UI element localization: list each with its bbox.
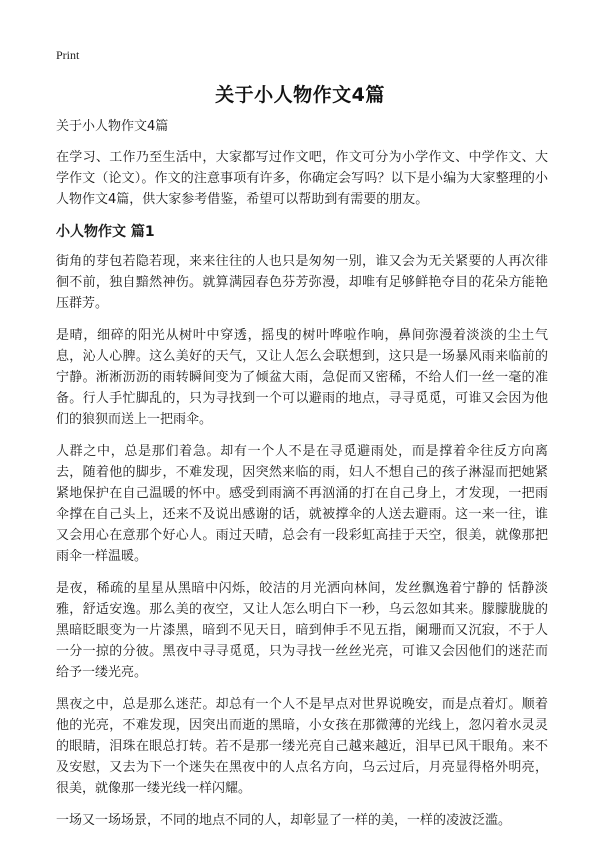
document-subtitle: 关于小人物作文4篇 [56, 119, 169, 134]
intro-paragraph: 在学习、工作乃至生活中，大家都写过作文吧，作文可分为小学作文、中学作文、大学作文（论文）。作文的注意事项有许多，你确定会写吗？以下是小编为大家整理的小人物作文4篇，供大家参考借鉴，希望可以帮助到有需要的朋友。 [56, 150, 548, 207]
section-heading: 小人物作文 篇1 [56, 224, 155, 240]
print-label: Print [56, 48, 80, 62]
body-paragraph-6: 一场又一场场景，不同的地点不同的人，却彰显了一样的美，一样的凌波泛滥。 [56, 813, 512, 828]
body-paragraph-3: 人群之中，总是那们着急。却有一个人不是在寻觅避雨处，而是撑着伞往反方向离去，随着他的脚步，不难发现，因突然来临的雨，妇人不想自己的孩子淋湿而把她紧紧地保护在自己温暖的怀中。感受到雨滴不再汹涌的打在自己身上，才发现，一把雨伞撑在自己头上，还来不及说出感谢的话，就被撑伞的人送去避雨。这一来一往，谁又会用心在意那个好心人。雨过天晴，总会有一段彩虹高挂于天空，很美，就像那把雨伞一样温暖。 [56, 444, 548, 564]
body-paragraph-4: 是夜，稀疏的星星从黑暗中闪烁，皎洁的月光洒向林间，发丝飘逸着宁静的 恬静淡雅，舒适安逸。那么美的夜空，又让人怎么明白下一秒，乌云忽如其来。朦朦胧胧的黑暗眨眼变为一片漆黑，暗到不见天日，暗到伸手不见五指，阑珊而又沉寂，不于人一分一掠的分彼。黑夜中寻寻觅觅，只为寻找一丝丝光亮，可谁又会因他们的迷茫而给予一缕光亮。 [56, 581, 548, 680]
document-body [56, 117, 548, 842]
body-paragraph-2: 是晴，细碎的阳光从树叶中穿透，摇曳的树叶哗啦作响，鼻间弥漫着淡淡的尘土气息，沁人心脾。这么美好的天气，又让人怎么会联想到，这只是一场暴风雨来临前的宁静。淅淅沥沥的雨转瞬间变为了倾盆大雨，急促而又密稀，不给人们一丝一毫的准备。行人手忙脚乱的，只为寻找到一个可以避雨的地点，寻寻觅觅，可谁又会因为他们的狼狈而送上一把雨伞。 [56, 328, 548, 427]
body-paragraph-5: 黑夜之中，总是那么迷茫。却总有一个人不是早点对世界说晚安，而是点着灯。顺着他的光亮，不难发现，因突出而逝的黑暗，小女孩在那微薄的光线上，忽闪着水灵灵的眼睛，泪珠在眼总打转。若不是那一缕光亮自己越来越近，泪早已风干眼角。来不及安慰，又去为下一个迷失在黑夜中的人点名方向，乌云过后，月亮显得格外明亮，很美，就像那一缕光线一样闪耀。 [56, 697, 548, 796]
body-paragraph-1: 街角的芽包若隐若现，来来往往的人也只是匆匆一别，谁又会为无关紧要的人再次徘徊不前，独自黯然神伤。就算满园春色芬芳弥漫，却唯有足够鲜艳夺目的花朵方能艳压群芳。 [56, 254, 548, 311]
document-title: 关于小人物作文4篇 [215, 84, 385, 106]
